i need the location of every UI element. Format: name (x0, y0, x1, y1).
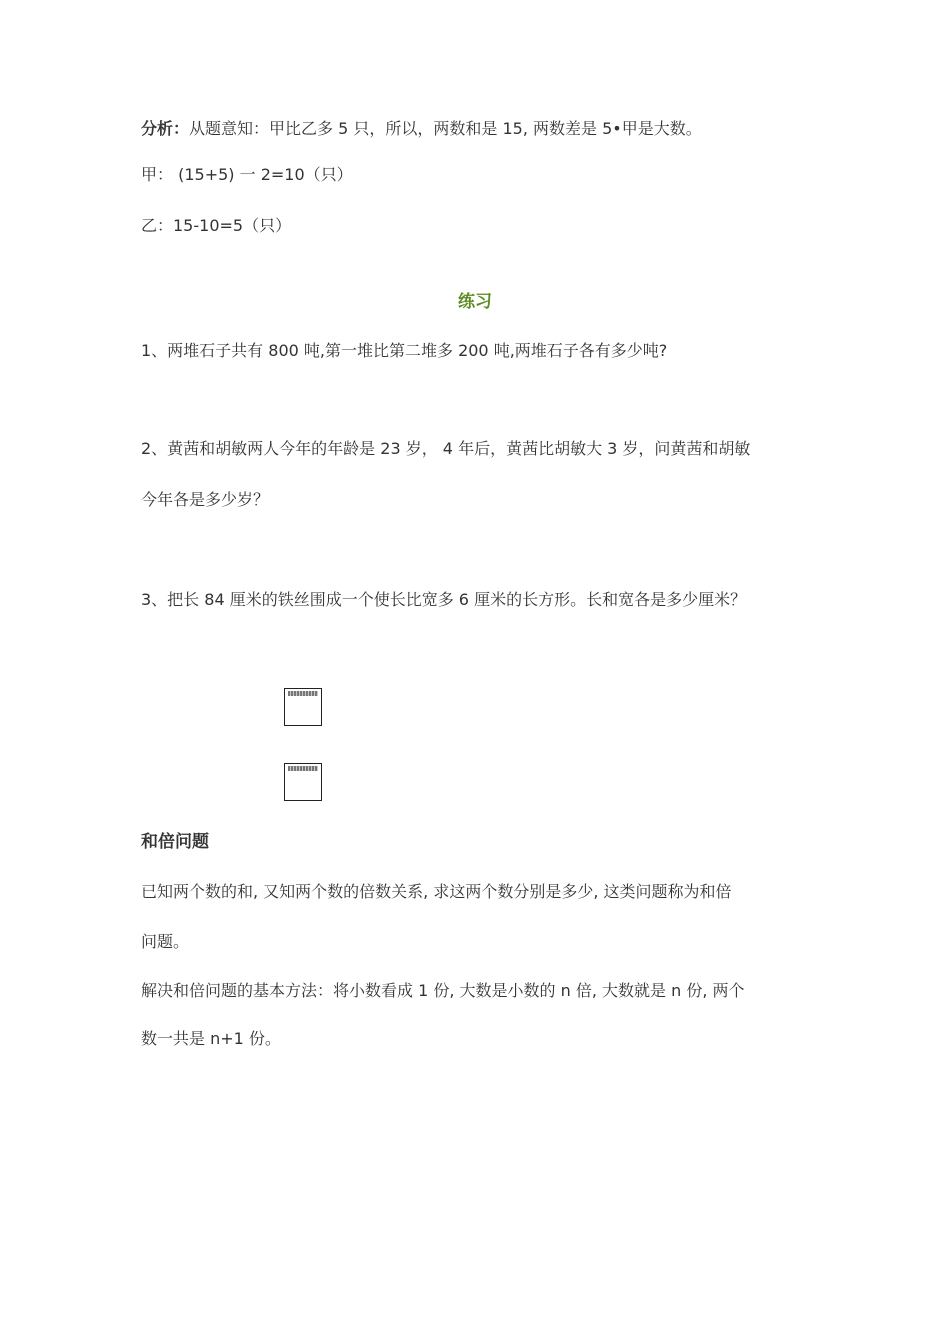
analysis-text: 从题意知：甲比乙多 5 只，所以，两数和是 15, 两数差是 5•甲是大数。 (189, 119, 702, 138)
analysis-label: 分析： (141, 119, 190, 138)
method-line-1: 解决和倍问题的基本方法：将小数看成 1 份, 大数是小数的 n 倍, 大数就是 n 份, 两个 (141, 981, 745, 1000)
image-placeholder-graphic (288, 691, 318, 696)
step-jia: 甲： (15+5) 一 2=10（只） (141, 165, 353, 184)
question-1: 1、两堆石子共有 800 吨,第一堆比第二堆多 200 吨,两堆石子各有多少吨? (141, 341, 668, 360)
definition-line-1: 已知两个数的和, 又知两个数的倍数关系, 求这两个数分别是多少, 这类问题称为和倍 (141, 882, 732, 901)
question-2-line-2: 今年各是多少岁？ (141, 490, 270, 509)
section-title: 和倍问题 (141, 832, 209, 852)
embedded-image-box-1 (284, 688, 322, 726)
definition-line-2: 问题。 (141, 932, 190, 951)
question-3: 3、把长 84 厘米的铁丝围成一个使长比宽多 6 厘米的长方形。长和宽各是多少厘米？ (141, 590, 747, 609)
image-placeholder-graphic (288, 766, 318, 771)
step-yi: 乙：15-10=5（只） (141, 216, 292, 235)
practice-title: 练习 (458, 292, 492, 312)
method-line-2: 数一共是 n+1 份。 (141, 1029, 281, 1048)
analysis-line (141, 118, 702, 140)
question-2-line-1: 2、黄茜和胡敏两人今年的年龄是 23 岁， 4 年后，黄茜比胡敏大 3 岁，问黄茜和胡敏 (141, 439, 751, 458)
embedded-image-box-2 (284, 763, 322, 801)
